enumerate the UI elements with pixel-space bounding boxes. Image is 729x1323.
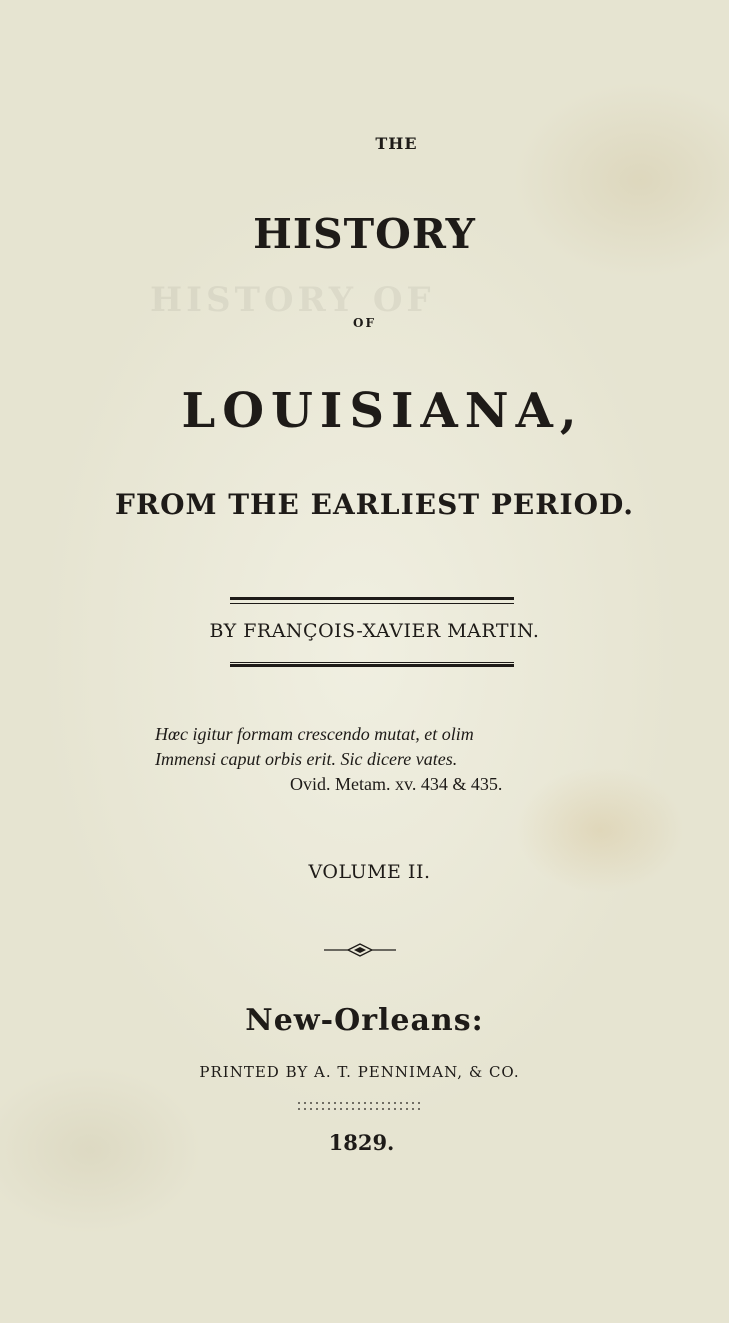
epigraph-line-1: Hœc igitur formam crescendo mutat, et olim xyxy=(155,724,474,744)
double-rule-bottom xyxy=(230,664,514,667)
epigraph-citation: Ovid. Metam. xv. 434 & 435. xyxy=(290,774,503,794)
dotted-rule-icon xyxy=(296,1100,422,1112)
double-rule-top xyxy=(230,597,514,600)
volume-number: VOLUME II. xyxy=(308,861,431,883)
title-of: OF xyxy=(353,316,376,330)
title-history: HISTORY xyxy=(253,210,476,258)
printer-line: PRINTED BY A. T. PENNIMAN, & CO. xyxy=(199,1063,520,1081)
imprint-city: New-Orleans: xyxy=(245,1003,484,1038)
subtitle: FROM THE EARLIEST PERIOD. xyxy=(114,488,635,521)
title-louisiana: LOUISIANA, xyxy=(181,383,584,439)
author-line: BY FRANÇOIS-XAVIER MARTIN. xyxy=(209,620,540,642)
title-the: THE xyxy=(375,134,418,153)
epigraph-line-2: Immensi caput orbis erit. Sic dicere vates. xyxy=(155,749,458,769)
epigraph xyxy=(155,722,595,797)
ornament-divider-icon xyxy=(324,943,396,957)
publication-year: 1829. xyxy=(328,1130,395,1155)
title-page: HISTORY OF THE HISTORY OF LOUISIANA, FROM THE EARLIEST PERIOD. BY FRANÇOIS-XAVIER MARTIN. Hœc igitur formam crescendo mutat, et olim Immensi caput orbis erit. Sic dicere vates. Ovid. Metam. xv. 434 & 435. VOLUME II. New-Orleans: PRINTED BY A. T. PENNIMAN, & CO. 1829. xyxy=(0,0,729,1323)
